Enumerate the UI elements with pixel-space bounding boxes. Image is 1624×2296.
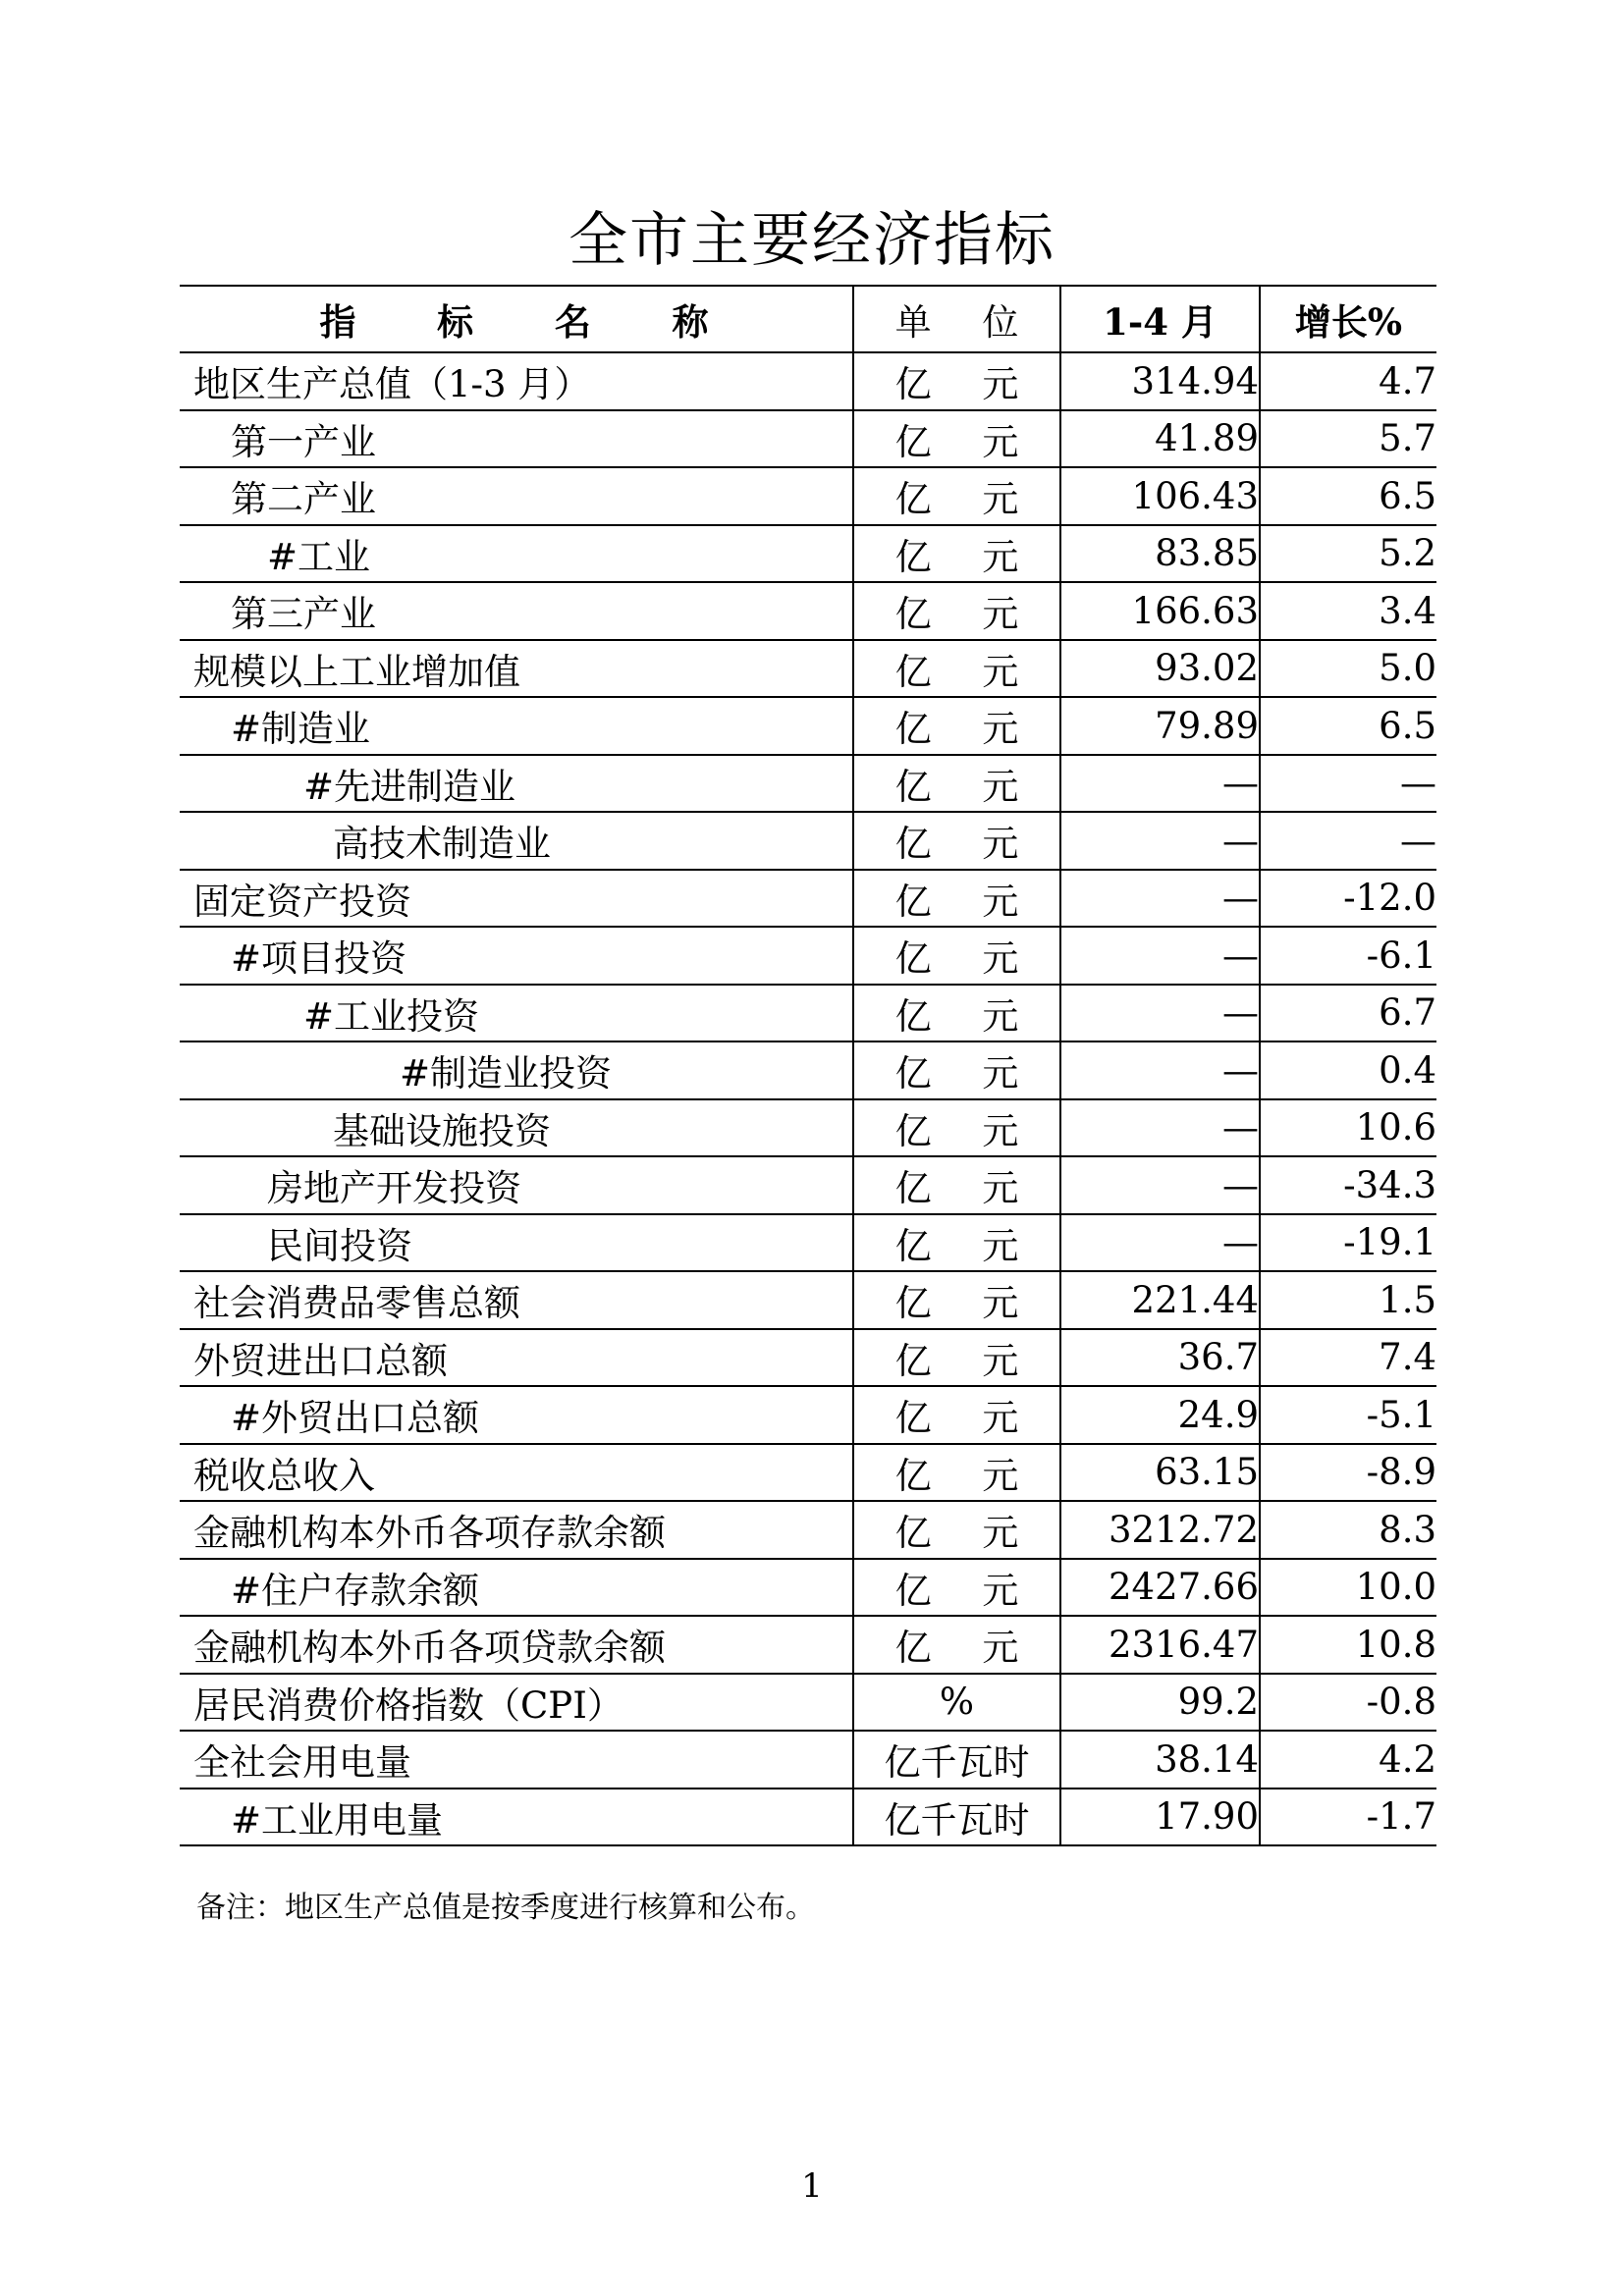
- table-row: [180, 640, 1436, 698]
- indicator-growth: 4.7: [1260, 352, 1436, 410]
- indicator-growth: 10.6: [1260, 1099, 1436, 1157]
- indicator-value: —: [1060, 1156, 1260, 1214]
- indicator-name: 房地产开发投资: [180, 1156, 853, 1214]
- indicator-name: 规模以上工业增加值: [180, 640, 853, 698]
- header-name-char: 指: [319, 300, 360, 344]
- indicator-growth: -34.3: [1260, 1156, 1436, 1214]
- indicator-growth: 6.5: [1260, 467, 1436, 525]
- indicator-unit: [853, 1616, 1060, 1674]
- indicator-unit: [853, 1559, 1060, 1617]
- indicator-name: #住户存款余额: [180, 1559, 853, 1617]
- table-row: [180, 812, 1436, 870]
- indicator-unit-text: 亿 元: [894, 363, 1039, 406]
- indicator-name: 税收总收入: [180, 1444, 853, 1502]
- indicator-unit-text: 亿 元: [894, 1454, 1039, 1497]
- indicator-unit: [853, 1041, 1060, 1099]
- indicator-unit: [853, 410, 1060, 468]
- indicator-unit-text: %: [939, 1681, 975, 1724]
- indicator-unit: [853, 1099, 1060, 1157]
- indicator-growth: 6.5: [1260, 697, 1436, 755]
- table-body: [180, 352, 1436, 1845]
- indicator-growth: -6.1: [1260, 927, 1436, 985]
- table-row: [180, 1444, 1436, 1502]
- indicator-value: —: [1060, 812, 1260, 870]
- indicator-value: 93.02: [1060, 640, 1260, 698]
- indicator-name: 金融机构本外币各项存款余额: [180, 1501, 853, 1559]
- indicator-name: 民间投资: [180, 1214, 853, 1272]
- indicator-growth: 5.2: [1260, 525, 1436, 583]
- indicator-name: 外贸进出口总额: [180, 1329, 853, 1387]
- header-indicator-name: [180, 286, 853, 352]
- table-row: [180, 1329, 1436, 1387]
- indicator-unit: [853, 582, 1060, 640]
- indicator-unit-text: 亿 元: [894, 478, 1039, 521]
- table-row: [180, 1559, 1436, 1617]
- table-row: [180, 582, 1436, 640]
- indicator-unit: [853, 352, 1060, 410]
- indicator-name: 第二产业: [180, 467, 853, 525]
- table-row: [180, 870, 1436, 928]
- indicator-value: 106.43: [1060, 467, 1260, 525]
- indicator-name: #工业投资: [180, 985, 853, 1042]
- indicator-unit-text: 亿千瓦时: [884, 1741, 1030, 1785]
- indicator-unit: [853, 1271, 1060, 1329]
- indicator-value: 3212.72: [1060, 1501, 1260, 1559]
- indicator-unit-text: 亿 元: [894, 880, 1039, 923]
- indicator-unit-text: 亿 元: [894, 1627, 1039, 1670]
- indicator-name: 地区生产总值（1-3 月）: [180, 352, 853, 410]
- indicator-growth: 3.4: [1260, 582, 1436, 640]
- indicator-unit-text: 亿 元: [894, 535, 1039, 578]
- table-row: [180, 525, 1436, 583]
- table-row: [180, 1616, 1436, 1674]
- indicator-value: —: [1060, 927, 1260, 985]
- indicator-unit: [853, 1329, 1060, 1387]
- indicator-unit-text: 亿 元: [894, 1569, 1039, 1612]
- indicator-value: —: [1060, 1041, 1260, 1099]
- table-row: [180, 1271, 1436, 1329]
- table-row: [180, 697, 1436, 755]
- indicator-name: 高技术制造业: [180, 812, 853, 870]
- table-row: [180, 467, 1436, 525]
- indicator-growth: -0.8: [1260, 1674, 1436, 1732]
- table-row: [180, 1501, 1436, 1559]
- indicator-growth: -8.9: [1260, 1444, 1436, 1502]
- indicator-name: 社会消费品零售总额: [180, 1271, 853, 1329]
- indicator-name: 金融机构本外币各项贷款余额: [180, 1616, 853, 1674]
- indicator-value: 83.85: [1060, 525, 1260, 583]
- indicator-unit-text: 亿 元: [894, 1282, 1039, 1325]
- indicator-value: 221.44: [1060, 1271, 1260, 1329]
- indicator-unit-text: 亿 元: [894, 823, 1039, 866]
- indicator-value: 79.89: [1060, 697, 1260, 755]
- indicator-unit-text: 亿 元: [894, 1512, 1039, 1555]
- indicator-name: #工业用电量: [180, 1789, 853, 1846]
- indicator-unit: [853, 697, 1060, 755]
- indicator-unit: [853, 870, 1060, 928]
- table-row: [180, 410, 1436, 468]
- indicator-name: 全社会用电量: [180, 1731, 853, 1789]
- indicator-value: 17.90: [1060, 1789, 1260, 1846]
- indicator-unit: [853, 1214, 1060, 1272]
- table-row: [180, 1214, 1436, 1272]
- indicator-growth: -1.7: [1260, 1789, 1436, 1846]
- indicator-name: #外贸出口总额: [180, 1386, 853, 1444]
- indicator-unit-text: 亿 元: [894, 1224, 1039, 1267]
- indicator-value: 63.15: [1060, 1444, 1260, 1502]
- table-row: [180, 1041, 1436, 1099]
- indicator-unit-text: 亿 元: [894, 1052, 1039, 1095]
- indicator-name: #制造业投资: [180, 1041, 853, 1099]
- indicator-value: —: [1060, 870, 1260, 928]
- indicator-name: 基础设施投资: [180, 1099, 853, 1157]
- header-unit: 单 位: [853, 286, 1060, 352]
- indicator-name: 第三产业: [180, 582, 853, 640]
- table-row: [180, 1789, 1436, 1846]
- indicator-growth: 8.3: [1260, 1501, 1436, 1559]
- indicator-growth: 4.2: [1260, 1731, 1436, 1789]
- indicator-growth: 10.0: [1260, 1559, 1436, 1617]
- indicator-unit-text: 亿 元: [894, 937, 1039, 981]
- header-name-char: 标: [437, 300, 478, 344]
- indicator-name: 第一产业: [180, 410, 853, 468]
- table-row: [180, 755, 1436, 813]
- table-row: [180, 1674, 1436, 1732]
- indicator-growth: 0.4: [1260, 1041, 1436, 1099]
- indicator-unit: [853, 1156, 1060, 1214]
- indicator-value: 38.14: [1060, 1731, 1260, 1789]
- indicator-growth: 6.7: [1260, 985, 1436, 1042]
- indicator-unit: [853, 1444, 1060, 1502]
- indicator-growth: 10.8: [1260, 1616, 1436, 1674]
- table-row: [180, 1731, 1436, 1789]
- indicator-growth: —: [1260, 812, 1436, 870]
- indicator-value: 2316.47: [1060, 1616, 1260, 1674]
- indicator-value: 41.89: [1060, 410, 1260, 468]
- indicator-growth: 7.4: [1260, 1329, 1436, 1387]
- indicator-value: 314.94: [1060, 352, 1260, 410]
- indicator-name: #工业: [180, 525, 853, 583]
- indicator-unit-text: 亿 元: [894, 1109, 1039, 1152]
- indicator-unit-text: 亿 元: [894, 1397, 1039, 1440]
- indicator-unit-text: 亿 元: [894, 1339, 1039, 1382]
- indicator-value: 166.63: [1060, 582, 1260, 640]
- indicator-unit: [853, 1731, 1060, 1789]
- indicator-name: #项目投资: [180, 927, 853, 985]
- indicator-unit: [853, 927, 1060, 985]
- indicator-name: 居民消费价格指数（CPI）: [180, 1674, 853, 1732]
- indicator-value: 99.2: [1060, 1674, 1260, 1732]
- indicator-growth: -5.1: [1260, 1386, 1436, 1444]
- indicator-unit: [853, 640, 1060, 698]
- header-name-char: 称: [672, 300, 713, 344]
- indicator-unit-text: 亿 元: [894, 420, 1039, 463]
- indicator-value: —: [1060, 1099, 1260, 1157]
- indicator-unit: [853, 1674, 1060, 1732]
- indicator-unit: [853, 985, 1060, 1042]
- indicator-growth: -12.0: [1260, 870, 1436, 928]
- indicator-unit-text: 亿千瓦时: [884, 1798, 1030, 1842]
- indicator-value: 24.9: [1060, 1386, 1260, 1444]
- indicator-unit-text: 亿 元: [894, 650, 1039, 693]
- page-number: 1: [801, 2166, 823, 2206]
- footnote: 备注：地区生产总值是按季度进行核算和公布。: [196, 1891, 815, 1925]
- table-row: [180, 1156, 1436, 1214]
- indicator-unit-text: 亿 元: [894, 765, 1039, 808]
- header-name-char: 名: [554, 300, 595, 344]
- table-row: [180, 1386, 1436, 1444]
- indicator-growth: 5.7: [1260, 410, 1436, 468]
- indicator-value: —: [1060, 755, 1260, 813]
- indicator-unit: [853, 755, 1060, 813]
- indicator-name: #制造业: [180, 697, 853, 755]
- indicator-name: 固定资产投资: [180, 870, 853, 928]
- indicator-unit-text: 亿 元: [894, 593, 1039, 636]
- indicator-name: #先进制造业: [180, 755, 853, 813]
- indicator-unit: [853, 525, 1060, 583]
- table-header-row: [180, 286, 1436, 352]
- table-row: [180, 1099, 1436, 1157]
- indicator-unit: [853, 1789, 1060, 1846]
- indicator-growth: 5.0: [1260, 640, 1436, 698]
- indicator-unit: [853, 812, 1060, 870]
- indicator-growth: -19.1: [1260, 1214, 1436, 1272]
- indicator-value: 2427.66: [1060, 1559, 1260, 1617]
- indicator-unit-text: 亿 元: [894, 1167, 1039, 1210]
- indicator-unit: [853, 1501, 1060, 1559]
- table-row: [180, 927, 1436, 985]
- indicator-value: —: [1060, 1214, 1260, 1272]
- indicator-value: —: [1060, 985, 1260, 1042]
- header-value: 1-4 月: [1060, 286, 1260, 352]
- indicator-growth: 1.5: [1260, 1271, 1436, 1329]
- indicators-table: [180, 285, 1436, 1846]
- indicator-growth: —: [1260, 755, 1436, 813]
- indicator-unit-text: 亿 元: [894, 708, 1039, 751]
- indicator-unit-text: 亿 元: [894, 994, 1039, 1038]
- indicator-unit: [853, 467, 1060, 525]
- indicator-unit: [853, 1386, 1060, 1444]
- indicator-value: 36.7: [1060, 1329, 1260, 1387]
- table-row: [180, 352, 1436, 410]
- table-row: [180, 985, 1436, 1042]
- page-title: 全市主要经济指标: [568, 206, 1056, 275]
- header-growth: 增长%: [1260, 286, 1436, 352]
